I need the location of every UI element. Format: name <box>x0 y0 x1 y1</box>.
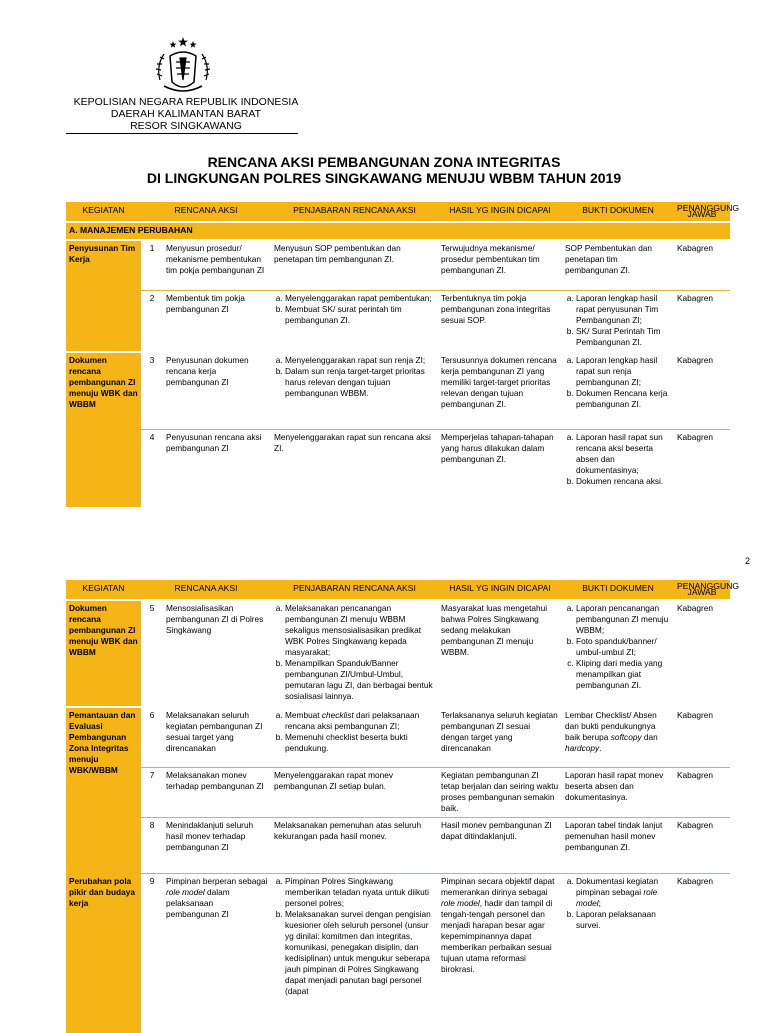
text-span: dari pelaksanaan rencana aksi pembangunan ZI; <box>285 710 420 731</box>
kegiatan-cell: Penyusunan Tim Kerja <box>66 240 141 290</box>
bukti-cell <box>562 429 674 507</box>
rencana-cell: Membentuk tim pokja pembangunan ZI <box>166 292 245 314</box>
pj-cell: Kabagren <box>674 707 730 767</box>
list-item: a. Laporan lengkap hasil rapat sun renja pembangunan ZI; <box>576 355 671 388</box>
penjabaran-cell <box>271 600 438 707</box>
penjabaran-cell: Menyelenggarakan rapat monev pembangunan ZI setiap bulan. <box>271 767 438 817</box>
list-item: a. Menyelenggarakan rapat pembentukan; <box>285 293 435 304</box>
list-item: a. Pimpinan Polres Singkawang memberikan teladan nyata untuk diikuti personel polres; <box>285 876 435 909</box>
bukti-cell <box>562 873 674 1033</box>
row-number: 1 <box>141 240 163 290</box>
pj-cell: Kabagren <box>677 431 713 442</box>
text-span: . <box>599 743 602 753</box>
row-number: 7 <box>141 767 163 817</box>
org-line-2: DAERAH KALIMANTAN BARAT <box>110 108 262 120</box>
list-item: b. Memenuhi checklist beserta bukti pendukung. <box>285 732 435 754</box>
list-item: b. Laporan pelaksanaan survei. <box>576 909 671 931</box>
kegiatan-cell: Dokumen rencana pembangunan ZI menuju WBK dan WBBM <box>66 352 141 429</box>
pj-cell: Kabagren <box>674 767 730 817</box>
hasil-cell: Terlaksananya seluruh kegiatan pembangunan ZI sesuai dengan target yang direncanakan <box>438 707 562 767</box>
rencana-cell: Menindaklanjuti seluruh hasil monev terhadap pembangunan ZI <box>166 819 254 852</box>
bukti-cell: Laporan tabel tindak lanjut pemenuhan hasil monev pembangunan ZI. <box>565 819 663 852</box>
table-row <box>66 707 730 767</box>
col-header-bukti: BUKTI DOKUMEN <box>562 580 674 600</box>
org-line-1: KEPOLISIAN NEGARA REPUBLIK INDONESIA <box>73 96 299 108</box>
rencana-cell: Penyusunan dokumen rencana kerja pembangunan ZI <box>163 352 271 429</box>
document-title-line-2: DI LINGKUNGAN POLRES SINGKAWANG MENUJU WBBM TAHUN 2019 <box>146 170 622 186</box>
hasil-cell: Hasil monev pembangunan ZI dapat ditindaklanjuti. <box>441 819 552 841</box>
kegiatan-cell: Perubahan pola pikir dan budaya kerja <box>66 873 141 1033</box>
pj-cell: Kabagren <box>674 600 730 707</box>
text-em: role model <box>166 886 205 897</box>
table-row <box>66 429 730 507</box>
text-span: Dokumentasi kegiatan pimpinan sebagai <box>576 875 659 897</box>
list-item: a. Melaksanakan pencanangan pembangunan ZI menuju WBBM sekaligus mensosialisasikan predikat WBK Polres Singkawang kepada masyarakat; <box>285 603 435 658</box>
rencana-cell: Penyusunan rencana aksi pembangunan ZI <box>166 431 262 453</box>
list-item: b. SK/ Surat Perintah Tim Pembangunan ZI. <box>576 326 671 348</box>
hasil-cell: Terwujudnya mekanisme/ prosedur pembentukan tim pembangunan ZI. <box>438 240 562 290</box>
pj-cell: Kabagren <box>677 292 713 303</box>
action-plan-table-page-2 <box>66 580 740 1033</box>
hasil-cell <box>438 873 562 1033</box>
row-number: 2 <box>149 292 155 303</box>
col-header-kegiatan: KEGIATAN <box>66 202 141 222</box>
col-header-penjabaran: PENJABARAN RENCANA AKSI <box>271 580 438 600</box>
rencana-cell: Menyusun prosedur/ mekanisme pembentukan tim pokja pembangunan ZI <box>163 240 271 290</box>
row-number: 4 <box>149 431 155 442</box>
row-number: 5 <box>141 600 163 707</box>
bukti-cell: Laporan hasil rapat monev beserta absen dan dokumentasinya. <box>562 767 674 817</box>
pj-cell: Kabagren <box>674 873 730 1033</box>
text-em: softcopy <box>610 732 642 742</box>
text-em: hardcopy <box>565 743 600 753</box>
bukti-cell <box>562 707 674 767</box>
row-number: 8 <box>149 819 155 830</box>
text-span: ; <box>598 897 601 908</box>
text-span: Lembar Checklist/ Absen dan bukti pendukungnya baik berupa <box>565 710 657 742</box>
row-number: 9 <box>141 873 163 1033</box>
list-item: a. Laporan lengkap hasil rapat penyusunan Tim Pembangunan ZI; <box>576 293 671 326</box>
section-title: A. MANAJEMEN PERUBAHAN <box>66 222 730 240</box>
text-span: , hadir dan tampil di tengah-tengah personel dan menjadi harapan besar agar kepemimpinannya dapat memberikan perbaikan sesuai tujuan utama reformasi birokrasi. <box>441 897 553 974</box>
penjabaran-cell <box>271 352 438 429</box>
table-row <box>66 600 730 707</box>
list-item: b. Dokumen Rencana kerja pembangunan ZI. <box>576 388 671 410</box>
list-item: b. Dalam sun renja target-target prioritas harus relevan dengan tujuan pembangunan WBBM. <box>285 366 435 399</box>
hasil-cell: Kegiatan pembangunan ZI tetap berjalan dan seiring waktu proses pembangunan semakin baik. <box>438 767 562 817</box>
text-span: Pimpinan berperan sebagai <box>166 875 268 886</box>
kegiatan-cell <box>66 290 141 352</box>
page-number: 2 <box>745 556 751 566</box>
header-divider <box>66 133 298 134</box>
table-row <box>66 240 730 290</box>
row-number: 3 <box>141 352 163 429</box>
col-header-bukti: BUKTI DOKUMEN <box>562 202 674 222</box>
list-item: b. Dokumen rencana aksi. <box>576 476 671 487</box>
text-em: role model <box>441 897 480 908</box>
penjabaran-cell <box>271 873 438 1033</box>
bukti-cell <box>562 352 674 429</box>
penjabaran-cell <box>271 707 438 767</box>
hasil-cell: Terbentuknya tim pokja pembangunan zona integritas sesuai SOP. <box>441 292 551 325</box>
row-number: 6 <box>141 707 163 767</box>
table-row <box>66 767 730 817</box>
text-span: dalam pelaksanaan pembangunan ZI <box>166 886 230 919</box>
col-header-penanggung-jawab: PENANGGUNG JAWAB <box>674 202 730 222</box>
list-item <box>576 876 671 909</box>
bukti-cell: SOP Pembentukan dan penetapan tim pembangunan ZI. <box>562 240 674 290</box>
rencana-cell: Melaksanakan seluruh kegiatan pembangunan ZI sesuai target yang direncanakan <box>163 707 271 767</box>
text-span: dan <box>641 732 658 742</box>
pj-cell: Kabagren <box>674 240 730 290</box>
list-item: b. Membuat SK/ surat perintah tim pembangunan ZI. <box>285 304 435 326</box>
list-item: a. Laporan pencanangan pembangunan ZI menuju WBBM; <box>576 603 671 636</box>
police-emblem-logo <box>150 36 216 98</box>
kegiatan-cell <box>66 429 141 507</box>
list-item: b. Foto spanduk/banner/ umbul-umbul ZI; <box>576 636 671 658</box>
list-item: a. Menyelenggarakan rapat sun renja ZI; <box>285 355 435 366</box>
rencana-cell: Mensosialisasikan pembangunan ZI di Polres Singkawang <box>163 600 271 707</box>
pj-cell: Kabagren <box>674 352 730 429</box>
hasil-cell: Memperjelas tahapan-tahapan yang harus dilakukan dalam pembangunan ZI. <box>441 431 554 464</box>
col-header-rencana: RENCANA AKSI <box>141 580 271 600</box>
action-plan-table-page-1 <box>66 202 740 507</box>
pj-cell: Kabagren <box>677 819 713 830</box>
list-item: b. Menampilkan Spanduk/Banner pembangunan ZI/Umbul-Umbul, pemutaran lagu ZI, dan berbagai bentuk sosialisasi lainnya. <box>285 658 435 702</box>
list-item: b. Melaksanakan survei dengan pengisian kuesioner oleh seluruh personel (unsur yg dinilai: komitmen dan integritas, komunikasi, penegakan disiplin, dan kedisiplinan) untuk mengukur seberapa jauh pimpinan di Polres Singkawang dapat menjadi panutan bagi personel (dapat <box>285 909 435 997</box>
penjabaran-cell: Menyelenggarakan rapat sun rencana aksi ZI. <box>274 431 431 453</box>
text-span: Pimpinan secara objektif dapat memerankan dirinya sebagai <box>441 875 555 897</box>
bukti-cell <box>562 290 674 352</box>
col-header-kegiatan: KEGIATAN <box>66 580 141 600</box>
table-row <box>66 352 730 429</box>
section-row <box>66 222 730 240</box>
rencana-cell: Melaksanakan monev terhadap pembangunan ZI <box>163 767 271 817</box>
rencana-cell <box>163 873 271 1033</box>
kegiatan-cell: Pemantauan dan Evaluasi Pembangunan Zona Integritas menuju WBK/WBBM <box>66 707 141 873</box>
organization-header <box>66 96 306 132</box>
col-header-penjabaran: PENJABARAN RENCANA AKSI <box>271 202 438 222</box>
text-em: role model <box>576 886 658 908</box>
kegiatan-cell: Dokumen rencana pembangunan ZI menuju WBK dan WBBM <box>66 600 141 707</box>
text-em: checklist <box>321 710 354 720</box>
penjabaran-cell <box>271 290 438 352</box>
table-row <box>66 290 730 352</box>
hasil-cell: Tersusunnya dokumen rencana kerja pembangunan ZI yang memiliki target-target prioritas relevan dengan tujuan pembangunan ZI. <box>438 352 562 429</box>
text-span: Membuat <box>285 710 322 720</box>
table-row <box>66 873 730 1033</box>
table-row <box>66 817 730 873</box>
col-header-hasil: HASIL YG INGIN DICAPAI <box>438 580 562 600</box>
list-item: a. Laporan hasil rapat sun rencana aksi beserta absen dan dokumentasinya; <box>576 432 671 476</box>
col-header-rencana: RENCANA AKSI <box>141 202 271 222</box>
list-item <box>285 710 435 732</box>
col-header-penanggung-jawab: PENANGGUNG JAWAB <box>674 580 730 600</box>
hasil-cell: Masyarakat luas mengetahui bahwa Polres Singkawang sedang melakukan pembangunan ZI menuju WBBM. <box>438 600 562 707</box>
col-header-hasil: HASIL YG INGIN DICAPAI <box>438 202 562 222</box>
list-item: c. Kliping dari media yang menampilkan giat pembangunan ZI. <box>576 658 671 691</box>
document-title-line-1: RENCANA AKSI PEMBANGUNAN ZONA INTEGRITAS <box>207 154 561 170</box>
table-header-row <box>66 202 730 222</box>
table-header-row <box>66 580 730 600</box>
org-line-3: RESOR SINGKAWANG <box>130 120 242 132</box>
penjabaran-cell: Melaksanakan pemenuhan atas seluruh kekurangan pada hasil monev. <box>274 819 422 841</box>
penjabaran-cell: Menyusun SOP pembentukan dan penetapan tim pembangunan ZI. <box>271 240 438 290</box>
bukti-cell <box>562 600 674 707</box>
